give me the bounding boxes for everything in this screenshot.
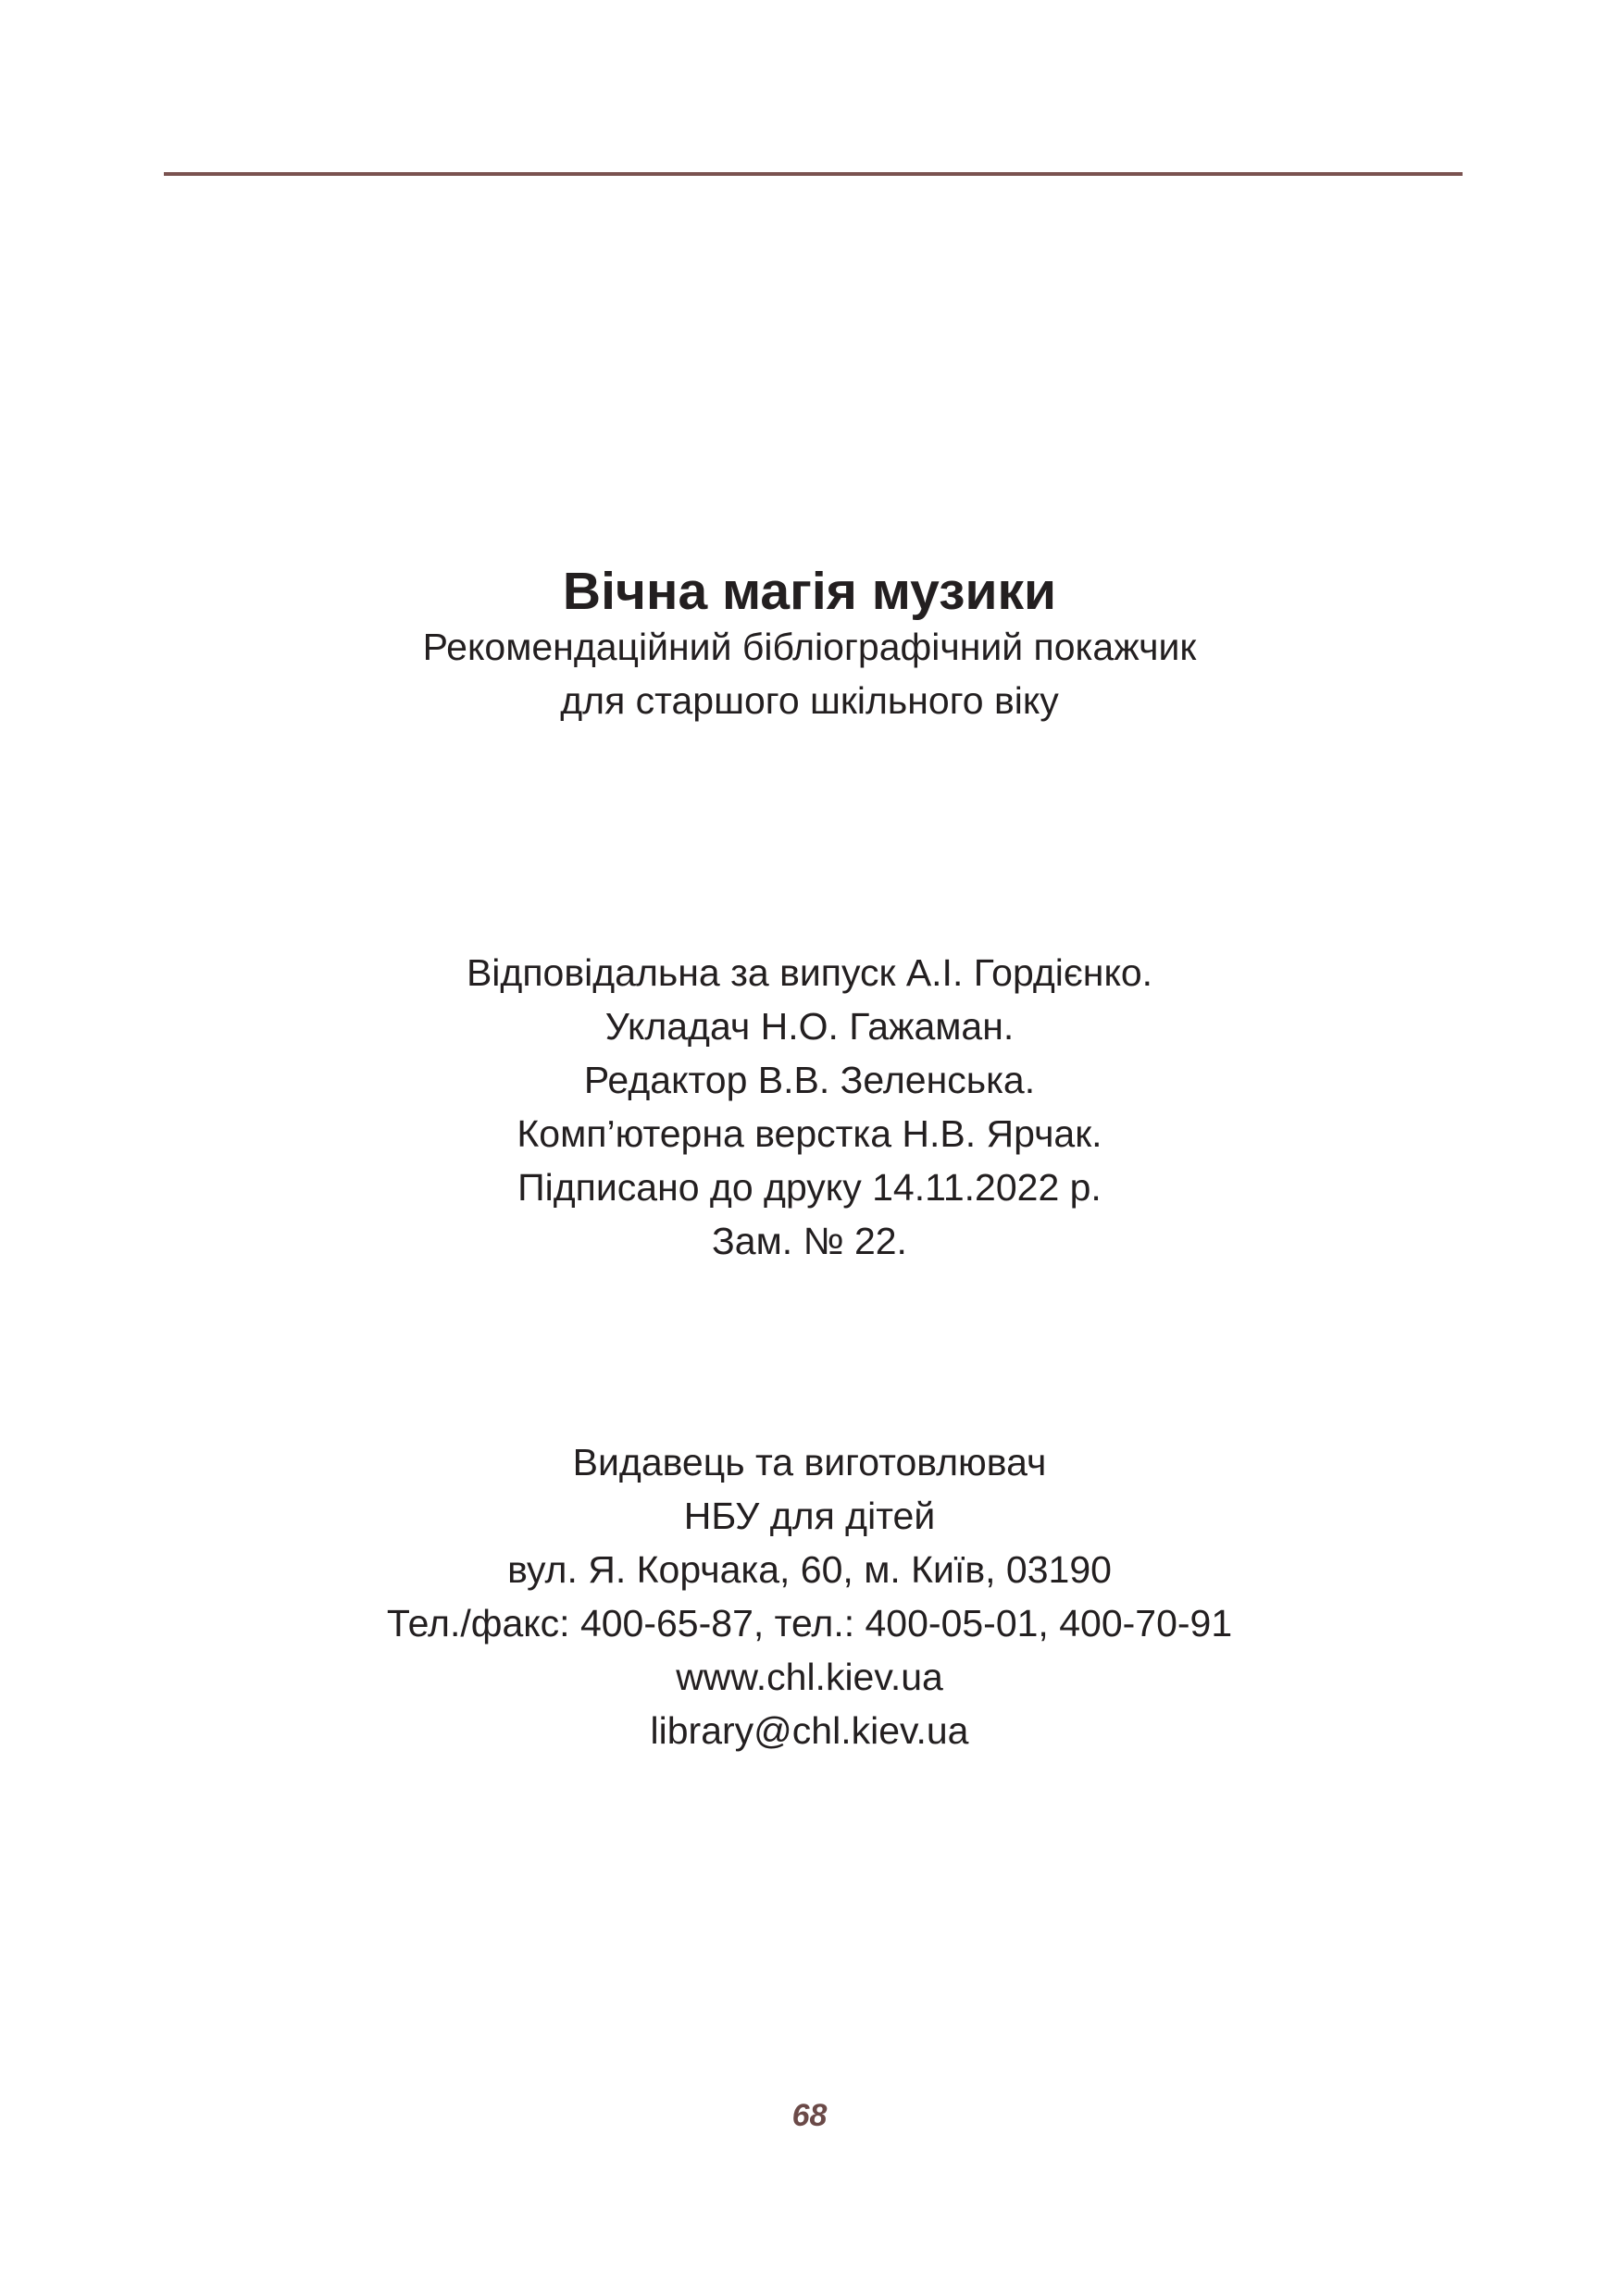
credit-order-number: Зам. № 22. [712, 1220, 907, 1262]
credit-responsible: Відповідальна за випуск А.І. Гордієнко. [466, 951, 1153, 994]
page-number: 68 [791, 2098, 828, 2133]
publisher-block [0, 1435, 1619, 1757]
credit-signed-date: Підписано до друку 14.11.2022 р. [517, 1166, 1102, 1209]
credit-compiler: Укладач Н.О. Гажаман. [604, 1005, 1015, 1048]
document-title: Вічна магія музики [562, 562, 1057, 621]
top-divider-rule [164, 172, 1463, 176]
credit-layout: Комп’ютерна верстка Н.В. Ярчак. [517, 1112, 1102, 1155]
publisher-phone: Тел./факс: 400-65-87, тел.: 400-05-01, 400-70-91 [386, 1602, 1233, 1644]
credits-block [0, 946, 1619, 1268]
credit-editor: Редактор В.В. Зеленська. [583, 1059, 1036, 1101]
publisher-website: www.chl.kiev.ua [676, 1656, 943, 1698]
subtitle-line: Рекомендаційний бібліографічний покажчик [422, 626, 1197, 668]
publisher-address: вул. Я. Корчака, 60, м. Київ, 03190 [507, 1548, 1112, 1591]
subtitle-line: для старшого шкільного віку [560, 679, 1059, 722]
publisher-email: library@chl.kiev.ua [650, 1709, 969, 1752]
subtitle-block [0, 620, 1619, 727]
publisher-heading: Видавець та виготовлювач [572, 1441, 1047, 1483]
publisher-name: НБУ для дітей [683, 1495, 936, 1537]
